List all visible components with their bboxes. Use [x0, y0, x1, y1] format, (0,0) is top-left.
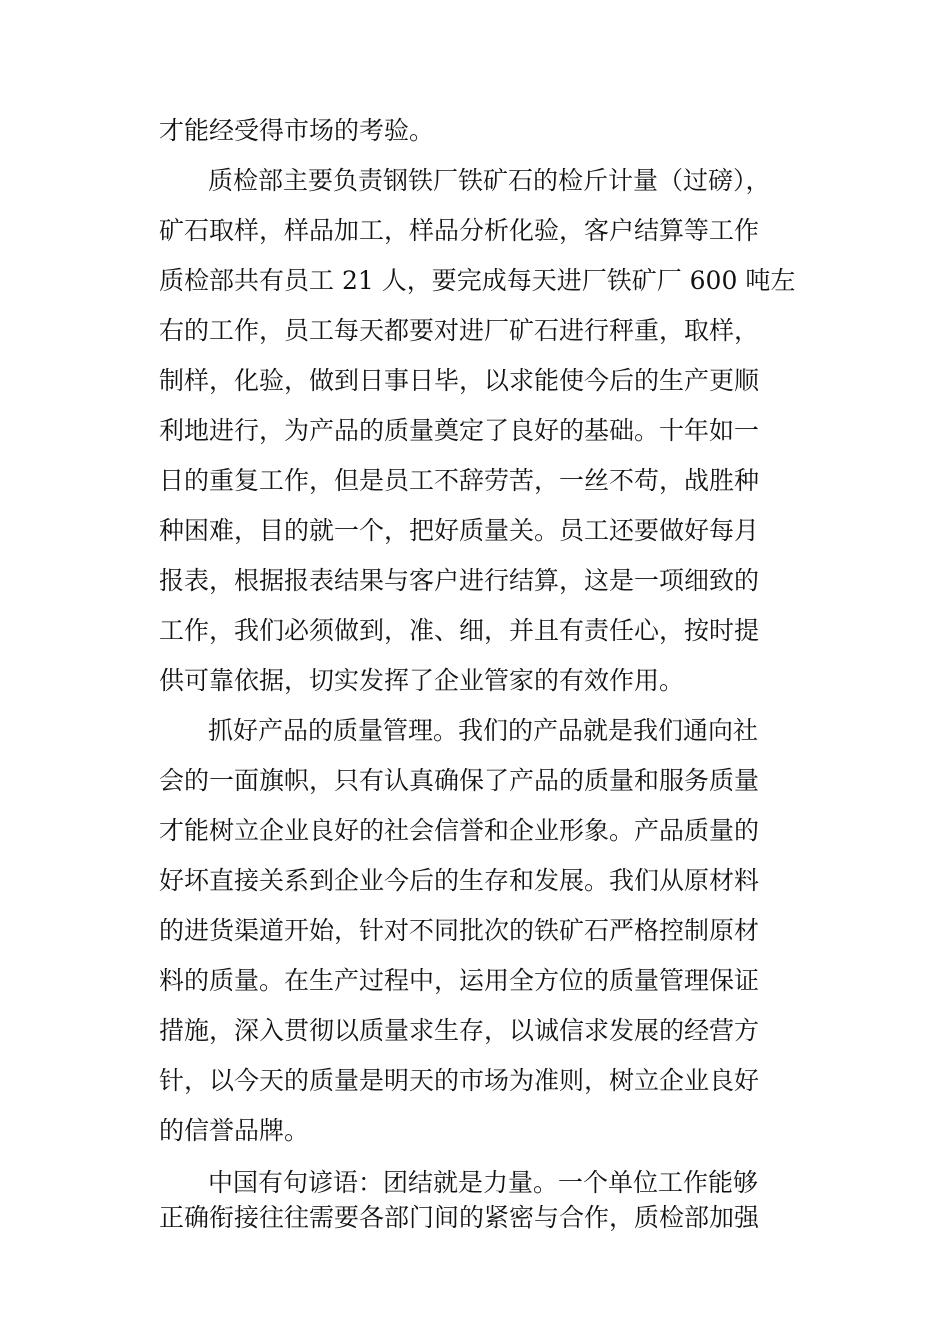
text-line: 矿石取样，样品加工，样品分析化验，客户结算等工作 — [159, 216, 760, 245]
text-line: 针，以今天的质量是明天的市场为准则，树立企业良好 — [159, 1066, 760, 1095]
text-line: 的进货渠道开始，针对不同批次的铁矿石严格控制原材 — [159, 916, 760, 945]
text-line: 才能经受得市场的考验。 — [159, 116, 435, 145]
text-line: 会的一面旗帜，只有认真确保了产品的质量和服务质量 — [159, 766, 760, 795]
text-line: 质检部共有员工 21 人，要完成每天进厂铁矿厂 600 吨左 — [159, 266, 796, 295]
text-line: 种困难，目的就一个，把好质量关。员工还要做好每月 — [159, 516, 760, 545]
text-line: 料的质量。在生产过程中，运用全方位的质量管理保证 — [159, 966, 760, 995]
text-line: 正确衔接往往需要各部门间的紧密与合作，质检部加强 — [159, 1203, 760, 1232]
text-line: 利地进行，为产品的质量奠定了良好的基础。十年如一 — [159, 416, 760, 445]
text-line: 日的重复工作，但是员工不辞劳苦，一丝不苟，战胜种 — [159, 466, 760, 495]
text-line: 好坏直接关系到企业今后的生存和发展。我们从原材料 — [159, 866, 760, 895]
text-line: 报表，根据报表结果与客户进行结算，这是一项细致的 — [159, 566, 760, 595]
text-line: 质检部主要负责钢铁厂铁矿石的检斤计量（过磅）， — [208, 166, 771, 195]
text-line: 工作，我们必须做到，准、细，并且有责任心，按时提 — [159, 616, 760, 645]
text-line: 的信誉品牌。 — [159, 1116, 310, 1145]
text-line: 措施，深入贯彻以质量求生存，以诚信求发展的经营方 — [159, 1016, 760, 1045]
text-line: 供可靠依据，切实发挥了企业管家的有效作用。 — [159, 666, 685, 695]
text-line: 抓好产品的质量管理。我们的产品就是我们通向社 — [208, 716, 759, 745]
text-line: 制样，化验，做到日事日毕，以求能使今后的生产更顺 — [159, 366, 760, 395]
text-line: 右的工作，员工每天都要对进厂矿石进行秤重，取样， — [159, 316, 760, 345]
text-line: 中国有句谚语：团结就是力量。一个单位工作能够 — [208, 1168, 759, 1197]
text-line: 才能树立企业良好的社会信誉和企业形象。产品质量的 — [159, 816, 760, 845]
